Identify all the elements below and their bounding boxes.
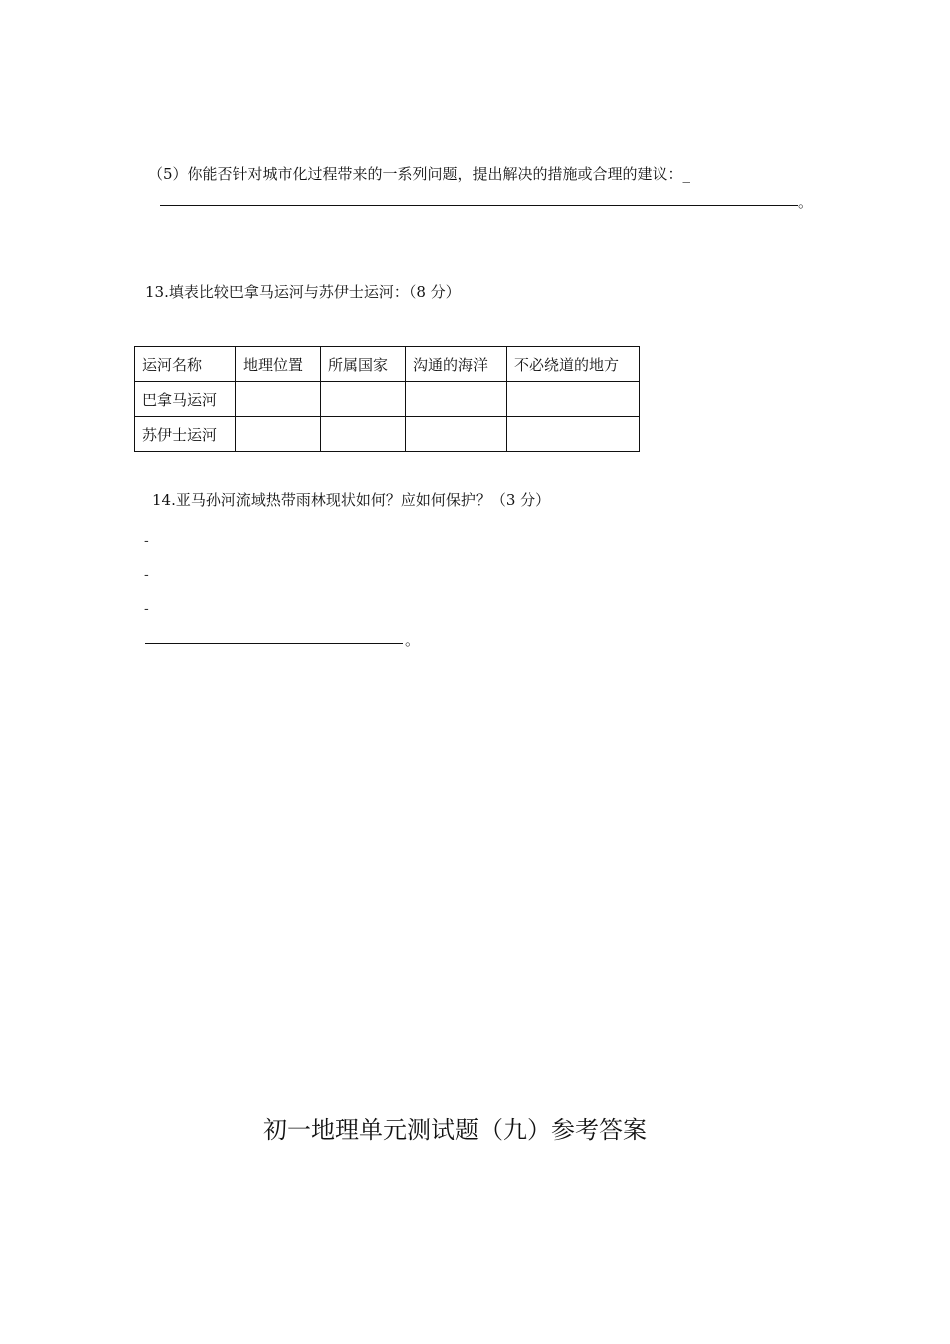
table-row <box>135 382 640 417</box>
answer-dash: - <box>144 601 149 617</box>
cell-canal-name: 巴拿马运河 <box>135 382 236 417</box>
question-5-period: 。 <box>798 193 814 211</box>
canal-comparison-table <box>134 346 640 452</box>
answer-dash: - <box>144 567 149 583</box>
blank-cell <box>321 382 406 417</box>
blank-cell <box>406 417 507 452</box>
blank-cell <box>507 417 640 452</box>
question-5-text: （5）你能否针对城市化过程带来的一系列问题，提出解决的措施或合理的建议：_ <box>148 165 691 183</box>
table-header-row <box>135 347 640 382</box>
header-country: 所属国家 <box>321 347 406 382</box>
answer-blank-line <box>160 205 798 206</box>
blank-cell <box>321 417 406 452</box>
header-oceans: 沟通的海洋 <box>406 347 507 382</box>
blank-cell <box>236 382 321 417</box>
header-location: 地理位置 <box>236 347 321 382</box>
answer-dash: - <box>144 533 149 549</box>
blank-cell <box>507 382 640 417</box>
blank-cell <box>236 417 321 452</box>
answer-blank-line <box>145 643 403 644</box>
blank-cell <box>406 382 507 417</box>
header-canal-name: 运河名称 <box>135 347 236 382</box>
cell-canal-name: 苏伊士运河 <box>135 417 236 452</box>
question-13-title: 13.填表比较巴拿马运河与苏伊士运河：（8 分） <box>145 283 461 301</box>
answer-key-title: 初一地理单元测试题（九）参考答案 <box>263 1116 647 1144</box>
question-14-title: 14.亚马孙河流域热带雨林现状如何？应如何保护？（3 分） <box>152 491 551 509</box>
header-detour: 不必绕道的地方 <box>507 347 640 382</box>
table-row <box>135 417 640 452</box>
question-14-period: 。 <box>405 631 421 649</box>
